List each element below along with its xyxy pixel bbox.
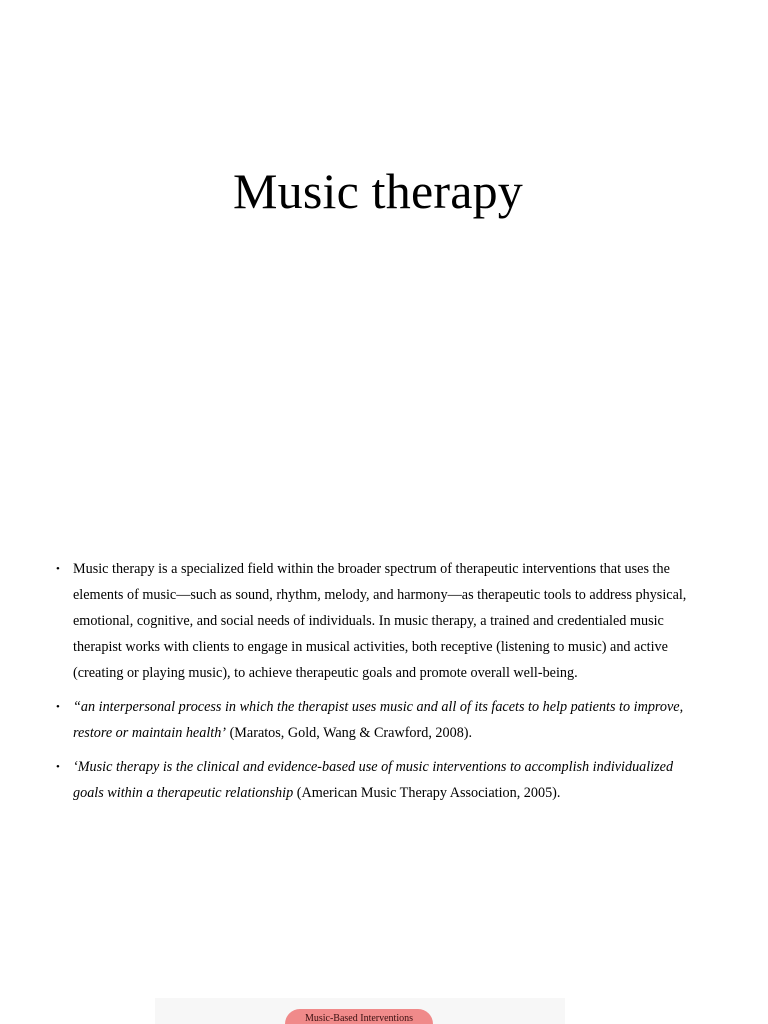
bullet-list — [56, 556, 706, 814]
next-slide-preview — [155, 998, 565, 1024]
bullet-icon: • — [56, 563, 60, 575]
bullet-citation: (Maratos, Gold, Wang & Crawford, 2008). — [226, 725, 473, 741]
bullet-citation: (American Music Therapy Association, 2005). — [293, 785, 561, 801]
slide-title: Music therapy — [232, 163, 524, 219]
bullet-quote: ‘Music therapy is the clinical and evidence-based use of music interventions to accomplish individualized goals within a therapeutic relationship — [73, 759, 674, 801]
bullet-text: Music therapy is a specialized field within the broader spectrum of therapeutic interventions that uses the elements of music—such as sound, rhythm, melody, and harmony—as therapeutic tools to address physical, emotional, cognitive, and social needs of individuals. In music therapy, a trained and credentialed music therapist works with clients to engage in musical activities, both receptive (listening to music) and active (creating or playing music), to achieve therapeutic goals and promote overall well-being. — [73, 561, 687, 681]
bullet-item-definition — [56, 556, 706, 686]
bullet-icon: • — [56, 761, 60, 773]
bullet-item-maratos-quote — [56, 694, 706, 746]
interventions-pill: Music-Based Interventions — [285, 1009, 433, 1024]
bullet-quote: “an interpersonal process in which the therapist uses music and all of its facets to help patients to improve, restore or maintain health’ — [73, 699, 684, 741]
bullet-icon: • — [56, 701, 60, 713]
bullet-item-amta-quote — [56, 754, 706, 806]
